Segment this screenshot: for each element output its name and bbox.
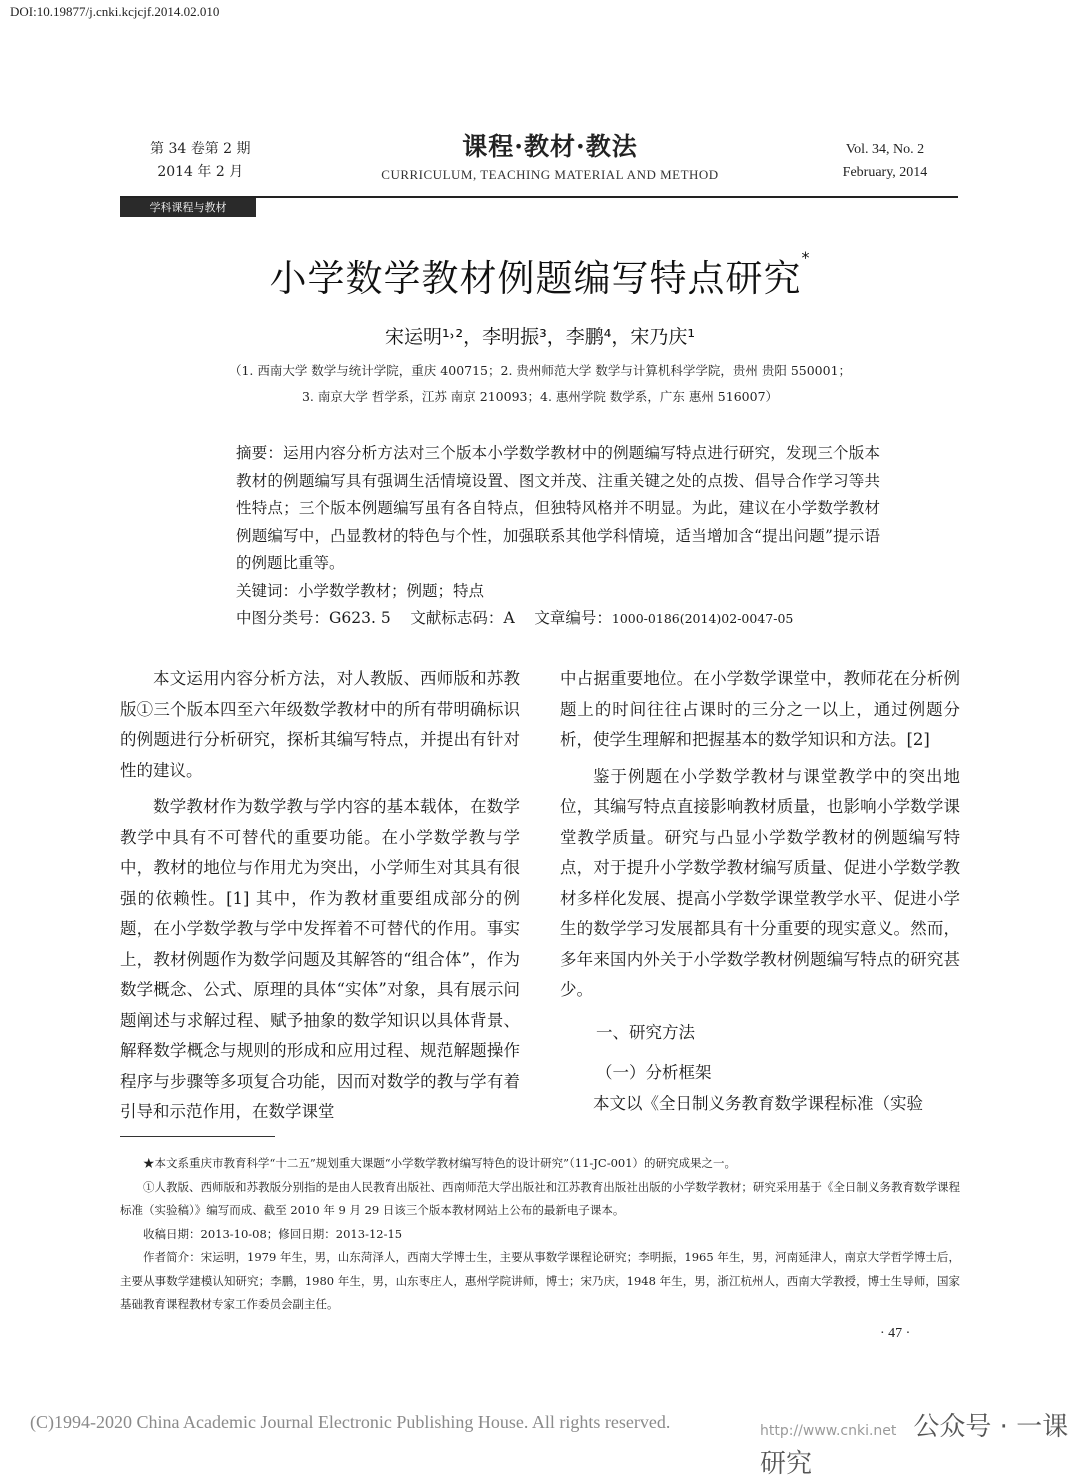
article-no-label: 文章编号： bbox=[534, 609, 612, 627]
abstract-text: 运用内容分析方法对三个版本小学数学教材中的例题编写特点进行研究，发现三个版本教材的例题编写具有强调生活情境设置、图文并茂、注重关键之处的点拨、倡导合作学习等共性特点；三个版本例题编写虽有各自特点，但独特风格并不明显。为此，建议在小学数学教材例题编写中，凸显教材的特色与个性，加强联系其他学科情境，适当增加含“提出问题”提示语的例题比重等。 bbox=[236, 444, 880, 572]
doi-line: DOI:10.19877/j.cnki.kcjcjf.2014.02.010 bbox=[10, 4, 220, 19]
body-column-right bbox=[560, 664, 960, 1119]
volume-en: Vol. 34, No. 2 bbox=[845, 142, 925, 157]
footnotes bbox=[120, 1152, 960, 1317]
footnote: ①人教版、西师版和苏教版分别指的是由人民教育出版社、西南师范大学出版社和江苏教育出版社出版的小学数学教材；研究采用基于《全日制义务教育数学课程标准（实验稿）》编写而成、截至 2010 年 9 月 29 日该三个版本教材网站上公布的最新电子课本。 bbox=[120, 1179, 960, 1217]
footnote-rule bbox=[120, 1136, 275, 1137]
doc-code-label: 文献标志码： bbox=[410, 609, 504, 627]
title-footnote-mark: * bbox=[801, 248, 811, 267]
body-paragraph: 数学教材作为数学教与学内容的基本载体，在数学教学中具有不可替代的重要功能。在小学数学教与学中，教材的地位与作用尤为突出，小学师生对其具有很强的依赖性。[1] 其中，作为教材重要组成部分的例题，在小学数学教与学中发挥着不可替代的作用。事实上，教材例题作为数学问题及其解答的“组合体”，作为数学概念、公式、原理的具体“实体”对象，具有展示问题阐述与求解过程、赋予抽象的数学知识以具体背景、解释数学概念与规则的形成和应用过程、规范解题操作程序与步骤等多项复合功能，因而对数学的教与学有着引导和示范作用，在数学课堂 bbox=[120, 797, 520, 1121]
body-paragraph: 鉴于例题在小学数学教材与课堂教学中的突出地位，其编写特点直接影响教材质量，也影响小学数学课堂教学质量。研究与凸显小学数学教材的例题编写特点，对于提升小学数学教材编写质量、促进小学数学教材多样化发展、提高小学数学课堂教学水平、促进小学生的数学学习发展都具有十分重要的现实意义。然而，多年来国内外关于小学数学教材例题编写特点的研究甚少。 bbox=[560, 766, 960, 999]
article-title bbox=[100, 248, 980, 302]
copyright-line: (C)1994-2020 China Academic Journal Electronic Publishing House. All rights reserved. bbox=[30, 1412, 671, 1432]
affiliation-line: 3. 南京大学 哲学系，江苏 南京 210093；4. 惠州学院 数学系，广东 惠州 516007） bbox=[301, 389, 779, 404]
header-issue-cn bbox=[150, 138, 251, 184]
body-column-left bbox=[120, 664, 520, 1128]
body-paragraph: 本文运用内容分析方法，对人教版、西师版和苏教版①三个版本四至六年级数学教材中的所有带明确标识的例题进行分析研究，探析其编写特点，并提出有针对性的建议。 bbox=[120, 669, 520, 780]
journal-title-cn: 课程·教材·教法 bbox=[462, 132, 638, 161]
section-heading: 一、研究方法 bbox=[596, 1022, 695, 1042]
watermark bbox=[760, 1406, 1080, 1480]
volume-cn: 第 34 卷第 2 期 bbox=[150, 141, 251, 157]
author-list: 宋运明¹˒²，李明振³，李鹏⁴，宋乃庆¹ bbox=[385, 326, 695, 348]
date-cn: 2014 年 2 月 bbox=[157, 164, 244, 180]
header-issue-en bbox=[810, 138, 960, 184]
clc-value: G623. 5 bbox=[329, 609, 391, 627]
abstract-label: 摘要： bbox=[236, 444, 284, 462]
title-text: 小学数学教材例题编写特点研究 bbox=[269, 257, 802, 300]
keywords-label: 关键词： bbox=[236, 581, 299, 600]
abstract-paragraph bbox=[200, 440, 880, 578]
keywords-line bbox=[200, 578, 880, 606]
article-no-value: 1000-0186(2014)02-0047-05 bbox=[611, 611, 794, 626]
watermark-brand: 公众号 · 一课研究 bbox=[760, 1412, 1069, 1479]
journal-title-en: CURRICULUM, TEACHING MATERIAL AND METHOD bbox=[381, 167, 719, 182]
classification-line bbox=[200, 605, 880, 633]
footnote: 收稿日期：2013-10-08；修回日期：2013-12-15 bbox=[143, 1226, 403, 1241]
body-paragraph: 本文以《全日制义务教育数学课程标准（实验 bbox=[593, 1093, 923, 1113]
abstract-block bbox=[200, 440, 880, 633]
doc-code-value: A bbox=[503, 609, 515, 627]
body-paragraph: 中占据重要地位。在小学数学课堂中，教师花在分析例题上的时间往往占课时的三分之一以上，通过例题分析，使学生理解和把握基本的数学知识和方法。[2] bbox=[560, 669, 960, 749]
journal-header bbox=[300, 127, 800, 183]
section-tag: 学科课程与教材 bbox=[120, 198, 256, 217]
watermark-url: http://www.cnki.net bbox=[760, 1423, 897, 1439]
subsection-heading: （一）分析框架 bbox=[596, 1063, 712, 1082]
footnote: 作者简介：宋运明，1979 年生，男，山东菏泽人，西南大学博士生，主要从事数学课程论研究；李明振，1965 年生，男，河南延津人，南京大学哲学博士后，主要从事数学建模认知研究；李鹏，1980 年生，男，山东枣庄人，惠州学院讲师，博士；宋乃庆，1948 年生，男，浙江杭州人，西南大学教授，博士生导师，国家基础教育课程教材专家工作委员会副主任。 bbox=[120, 1250, 960, 1311]
clc-label: 中图分类号： bbox=[236, 609, 330, 627]
keywords-text: 小学数学教材；例题；特点 bbox=[298, 581, 485, 600]
affiliations bbox=[120, 358, 960, 410]
page-number: · 47 · bbox=[880, 1326, 911, 1341]
footnote: ★本文系重庆市教育科学“十二五”规划重大课题“小学数学教材编写特色的设计研究”（11-JC-001）的研究成果之一。 bbox=[143, 1156, 737, 1170]
affiliation-line: （1. 西南大学 数学与统计学院，重庆 400715；2. 贵州师范大学 数学与计算机科学学院，贵州 贵阳 550001； bbox=[228, 363, 852, 378]
date-en: February, 2014 bbox=[842, 165, 928, 180]
